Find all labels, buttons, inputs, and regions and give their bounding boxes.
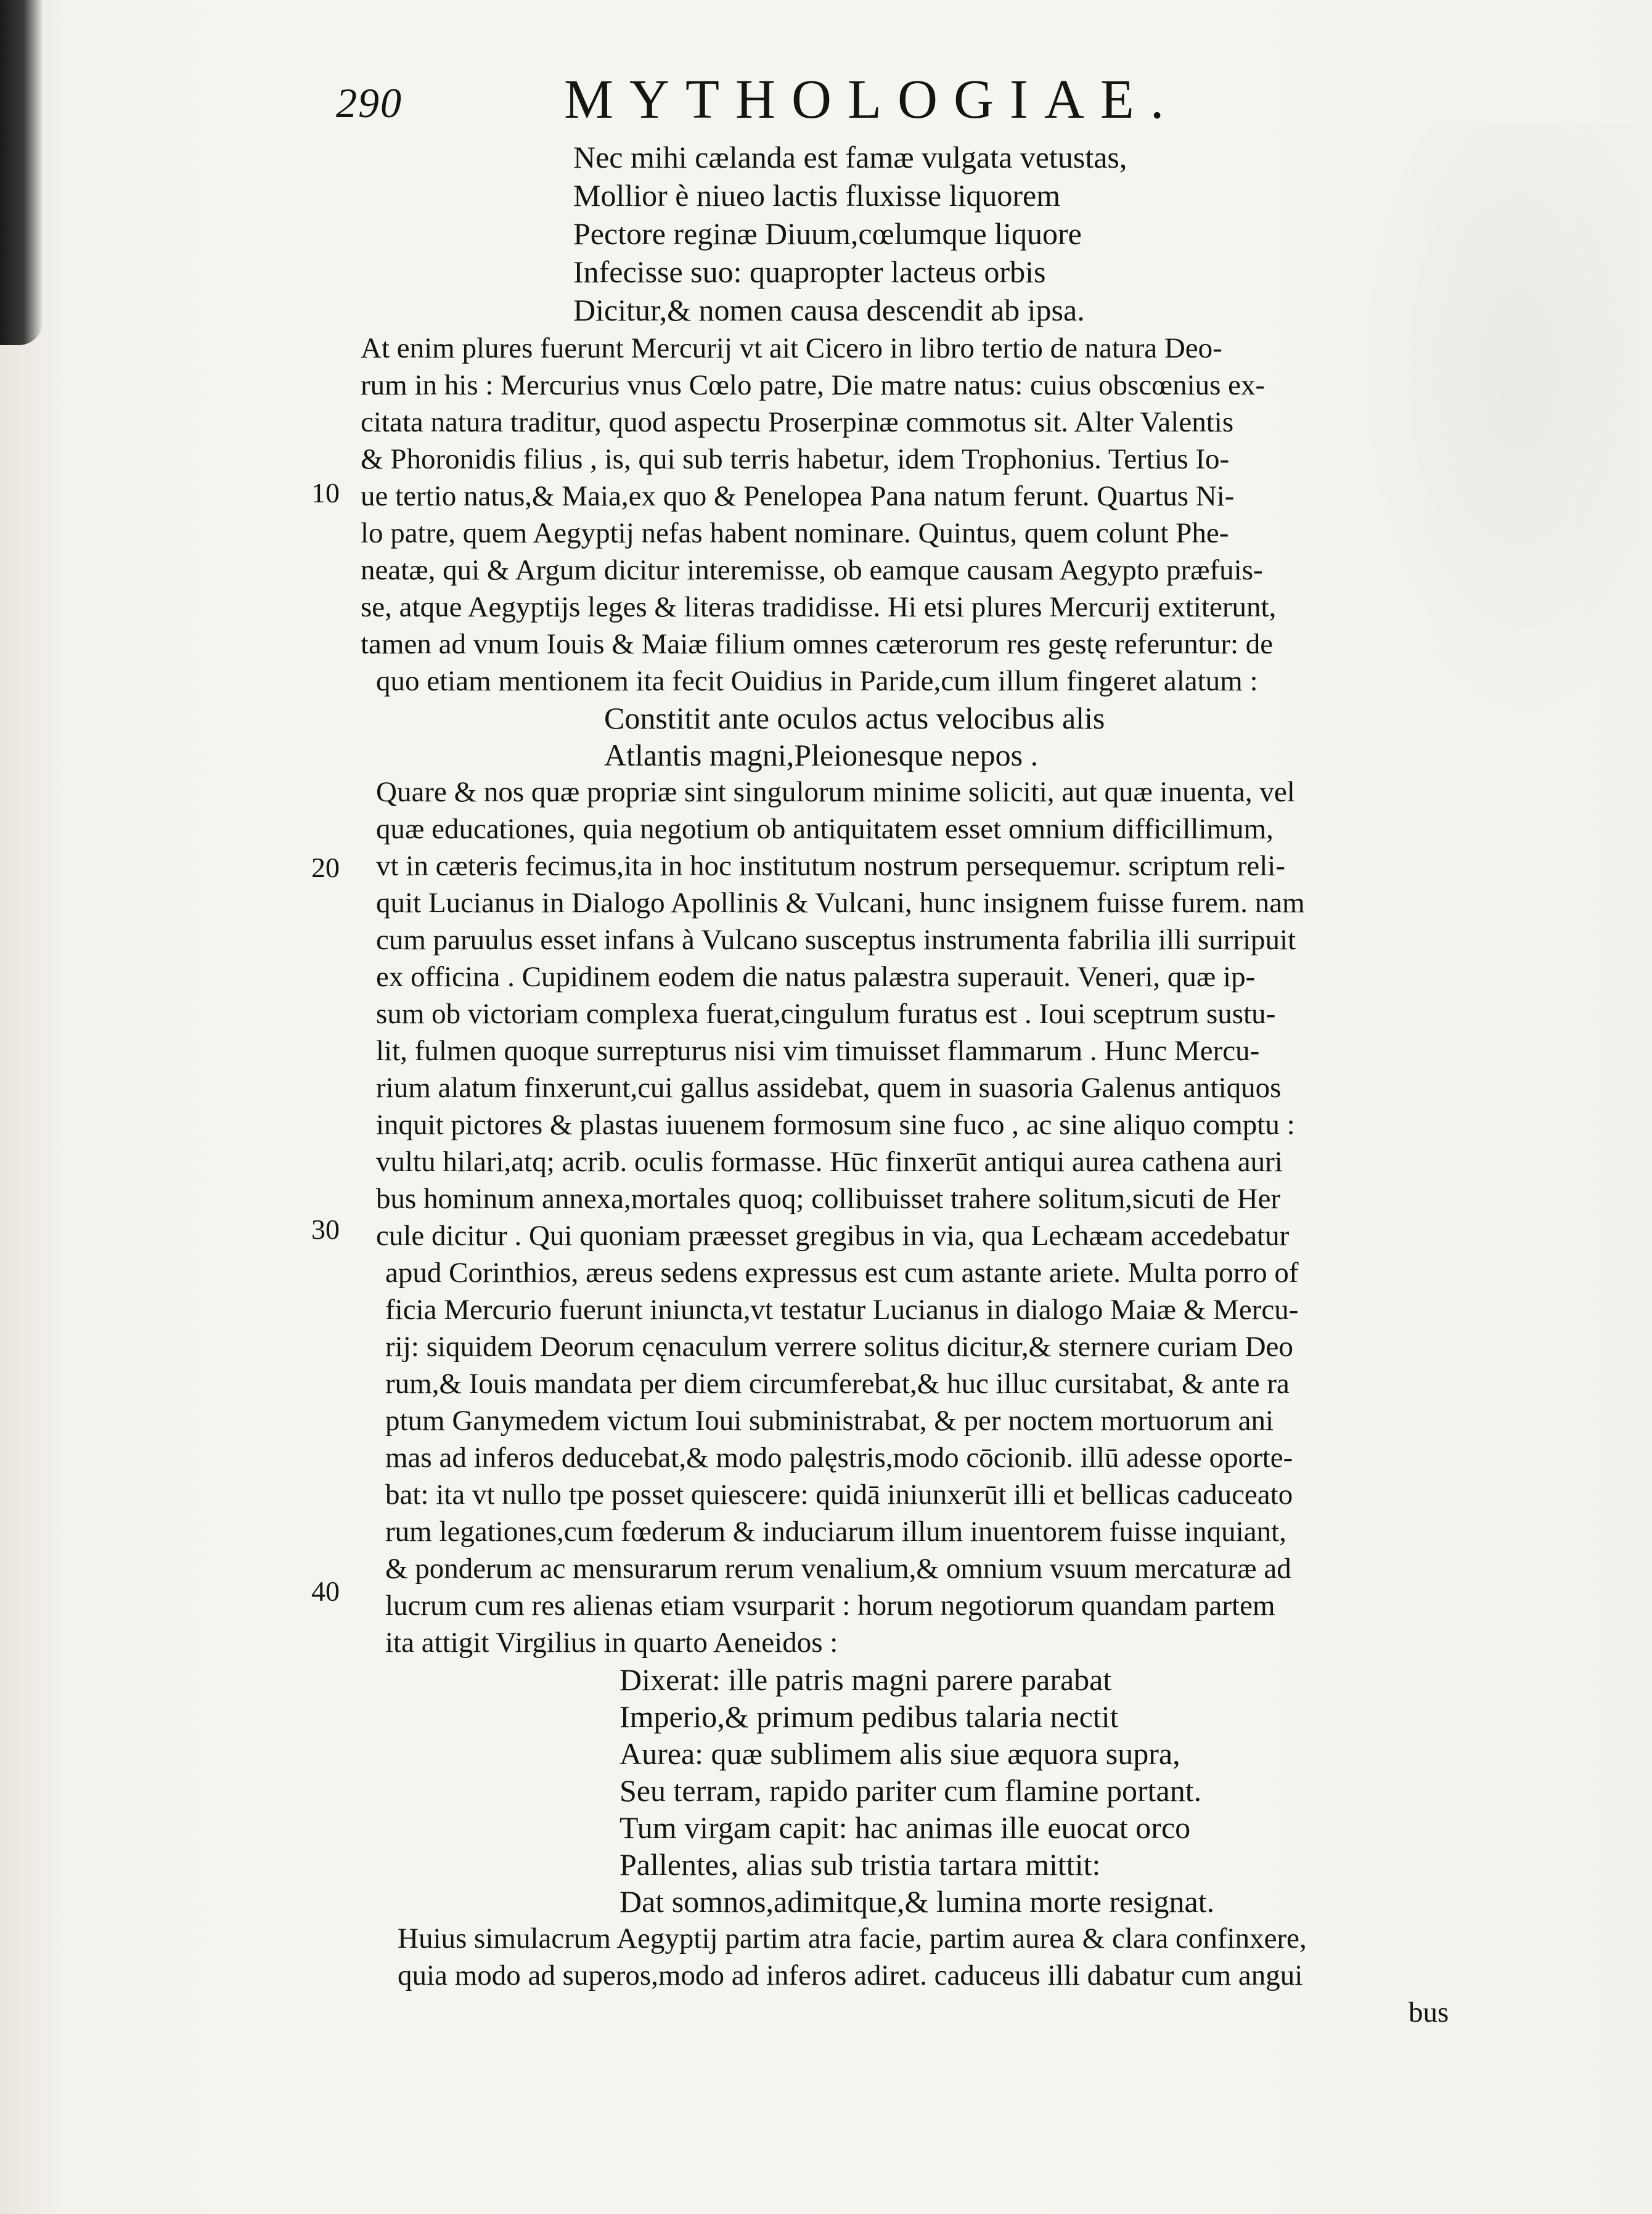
- book-spine-shadow: [0, 0, 43, 345]
- verse-line: Nec mihi cælanda est famæ vulgata vetustas,: [573, 140, 1127, 174]
- verse-line: Tum virgam capit: hac animas ille euocat orco: [620, 1810, 1191, 1845]
- verse-line: Imperio,& primum pedibus talaria nectit: [620, 1699, 1119, 1734]
- text-line: lit, fulmen quoque surrepturus nisi vim timuisset flammarum . Hunc Mercu-: [376, 1035, 1260, 1067]
- line-number: 40: [311, 1575, 340, 1607]
- text-line: citata natura traditur, quod aspectu Proserpinæ commotus sit. Alter Valentis: [361, 406, 1234, 438]
- text-line: rum legationes,cum fœderum & induciarum illum inuentorem fuisse inquiant,: [385, 1516, 1286, 1548]
- verse-line: Aurea: quæ sublimem alis siue æquora supra,: [620, 1736, 1180, 1771]
- text-line: ficia Mercurio fuerunt iniuncta,vt testatur Lucianus in dialogo Maiæ & Mercu-: [385, 1294, 1299, 1326]
- text-line: cum paruulus esset infans à Vulcano susceptus instrumenta fabrilia illi surripuit: [376, 924, 1296, 956]
- text-line: cule dicitur . Qui quoniam præesset gregibus in via, qua Lechæam accedebatur: [376, 1220, 1290, 1252]
- catchword: bus: [1409, 1996, 1449, 2028]
- text-line: quæ educationes, quia negotium ob antiquitatem esset omnium difficillimum,: [376, 813, 1274, 845]
- text-line: rij: siquidem Deorum cęnaculum verrere solitus dicitur,& sternere curiam Deo: [385, 1331, 1293, 1363]
- line-number: 20: [311, 852, 340, 883]
- text-line: ue tertio natus,& Maia,ex quo & Penelopea Pana natum ferunt. Quartus Ni-: [361, 480, 1235, 512]
- text-line: ita attigit Virgilius in quarto Aeneidos :: [385, 1627, 838, 1659]
- text-line: Quare & nos quæ propriæ sint singulorum minime soliciti, aut quæ inuenta, vel: [376, 776, 1295, 808]
- ink-bleed-through: [1331, 123, 1640, 740]
- text-line: & Phoronidis filius , is, qui sub terris habetur, idem Trophonius. Tertius Io-: [361, 443, 1230, 475]
- text-line: At enim plures fuerunt Mercurij vt ait Cicero in libro tertio de natura Deo-: [361, 332, 1222, 364]
- page-header: [336, 68, 1507, 136]
- page-number: 290: [336, 80, 403, 126]
- verse-line: Infecisse suo: quapropter lacteus orbis: [573, 255, 1046, 289]
- verse-line: Seu terram, rapido pariter cum flamine portant.: [620, 1773, 1202, 1808]
- text-line: vt in cæteris fecimus,ita in hoc institutum nostrum persequemur. scriptum reli-: [376, 850, 1286, 882]
- verse-line: Dicitur,& nomen causa descendit ab ipsa.: [573, 293, 1085, 327]
- verse-line: Constitit ante oculos actus velocibus alis: [604, 701, 1105, 735]
- text-line: Huius simulacrum Aegyptij partim atra facie, partim aurea & clara confinxere,: [398, 1922, 1307, 1955]
- text-line: inquit pictores & plastas iuuenem formosum sine fuco , ac sine aliquo comptu :: [376, 1109, 1295, 1141]
- text-line: ptum Ganymedem victum Ioui subministrabat, & per noctem mortuorum ani: [385, 1405, 1274, 1437]
- text-line: vultu hilari,atq; acrib. oculis formasse. Hūc finxerūt antiqui aurea cathena auri: [376, 1146, 1283, 1178]
- text-line: rium alatum finxerunt,cui gallus assidebat, quem in suasoria Galenus antiquos: [376, 1072, 1282, 1104]
- running-title: MYTHOLOGIAE.: [564, 69, 1180, 130]
- text-line: tamen ad vnum Iouis & Maiæ filium omnes cæterorum res gestę referuntur: de: [361, 628, 1274, 660]
- verse-line: Dat somnos,adimitque,& lumina morte resignat.: [620, 1884, 1215, 1919]
- text-line: rum in his : Mercurius vnus Cœlo patre, Die matre natus: cuius obscœnius ex-: [361, 369, 1266, 401]
- text-line: neatæ, qui & Argum dicitur interemisse, ob eamque causam Aegypto præfuis-: [361, 554, 1263, 586]
- text-line: quo etiam mentionem ita fecit Ouidius in Paride,cum illum fingeret alatum :: [376, 665, 1258, 697]
- text-line: quia modo ad superos,modo ad inferos adiret. caduceus illi dabatur cum angui: [398, 1959, 1303, 1991]
- line-number: 10: [311, 477, 340, 509]
- text-line: rum,& Iouis mandata per diem circumferebat,& huc illuc cursitabat, & ante ra: [385, 1368, 1290, 1400]
- verse-line: Dixerat: ille patris magni parere parabat: [620, 1662, 1112, 1697]
- text-line: lucrum cum res alienas etiam vsurparit : horum negotiorum quandam partem: [385, 1590, 1275, 1622]
- text-line: bus hominum annexa,mortales quoq; collibuisset trahere solitum,sicuti de Her: [376, 1183, 1281, 1215]
- verse-line: Pallentes, alias sub tristia tartara mittit:: [620, 1847, 1101, 1882]
- text-line: & ponderum ac mensurarum rerum venalium,& omnium vsuum mercaturæ ad: [385, 1553, 1291, 1585]
- text-line: ex officina . Cupidinem eodem die natus palæstra superauit. Veneri, quæ ip-: [376, 961, 1256, 993]
- text-line: quit Lucianus in Dialogo Apollinis & Vulcani, hunc insignem fuisse furem. nam: [376, 887, 1305, 919]
- line-number: 30: [311, 1214, 340, 1245]
- verse-line: Pectore reginæ Diuum,cœlumque liquore: [573, 216, 1082, 251]
- text-line: lo patre, quem Aegyptij nefas habent nominare. Quintus, quem colunt Phe-: [361, 517, 1229, 549]
- verse-line: Mollior è niueo lactis fluxisse liquorem: [573, 178, 1061, 213]
- text-line: bat: ita vt nullo tpe posset quiescere: quidā iniunxerūt illi et bellicas caduceato: [385, 1479, 1293, 1511]
- verse-line: Atlantis magni,Pleionesque nepos .: [604, 738, 1039, 772]
- text-line: apud Corinthios, æreus sedens expressus est cum astante ariete. Multa porro of: [385, 1257, 1299, 1289]
- text-line: sum ob victoriam complexa fuerat,cingulum furatus est . Ioui sceptrum sustu-: [376, 998, 1276, 1030]
- text-line: mas ad inferos deducebat,& modo palęstris,modo cōcionib. illū adesse oporte-: [385, 1442, 1293, 1474]
- text-line: se, atque Aegyptijs leges & literas tradidisse. Hi etsi plures Mercurij extiterunt,: [361, 591, 1277, 623]
